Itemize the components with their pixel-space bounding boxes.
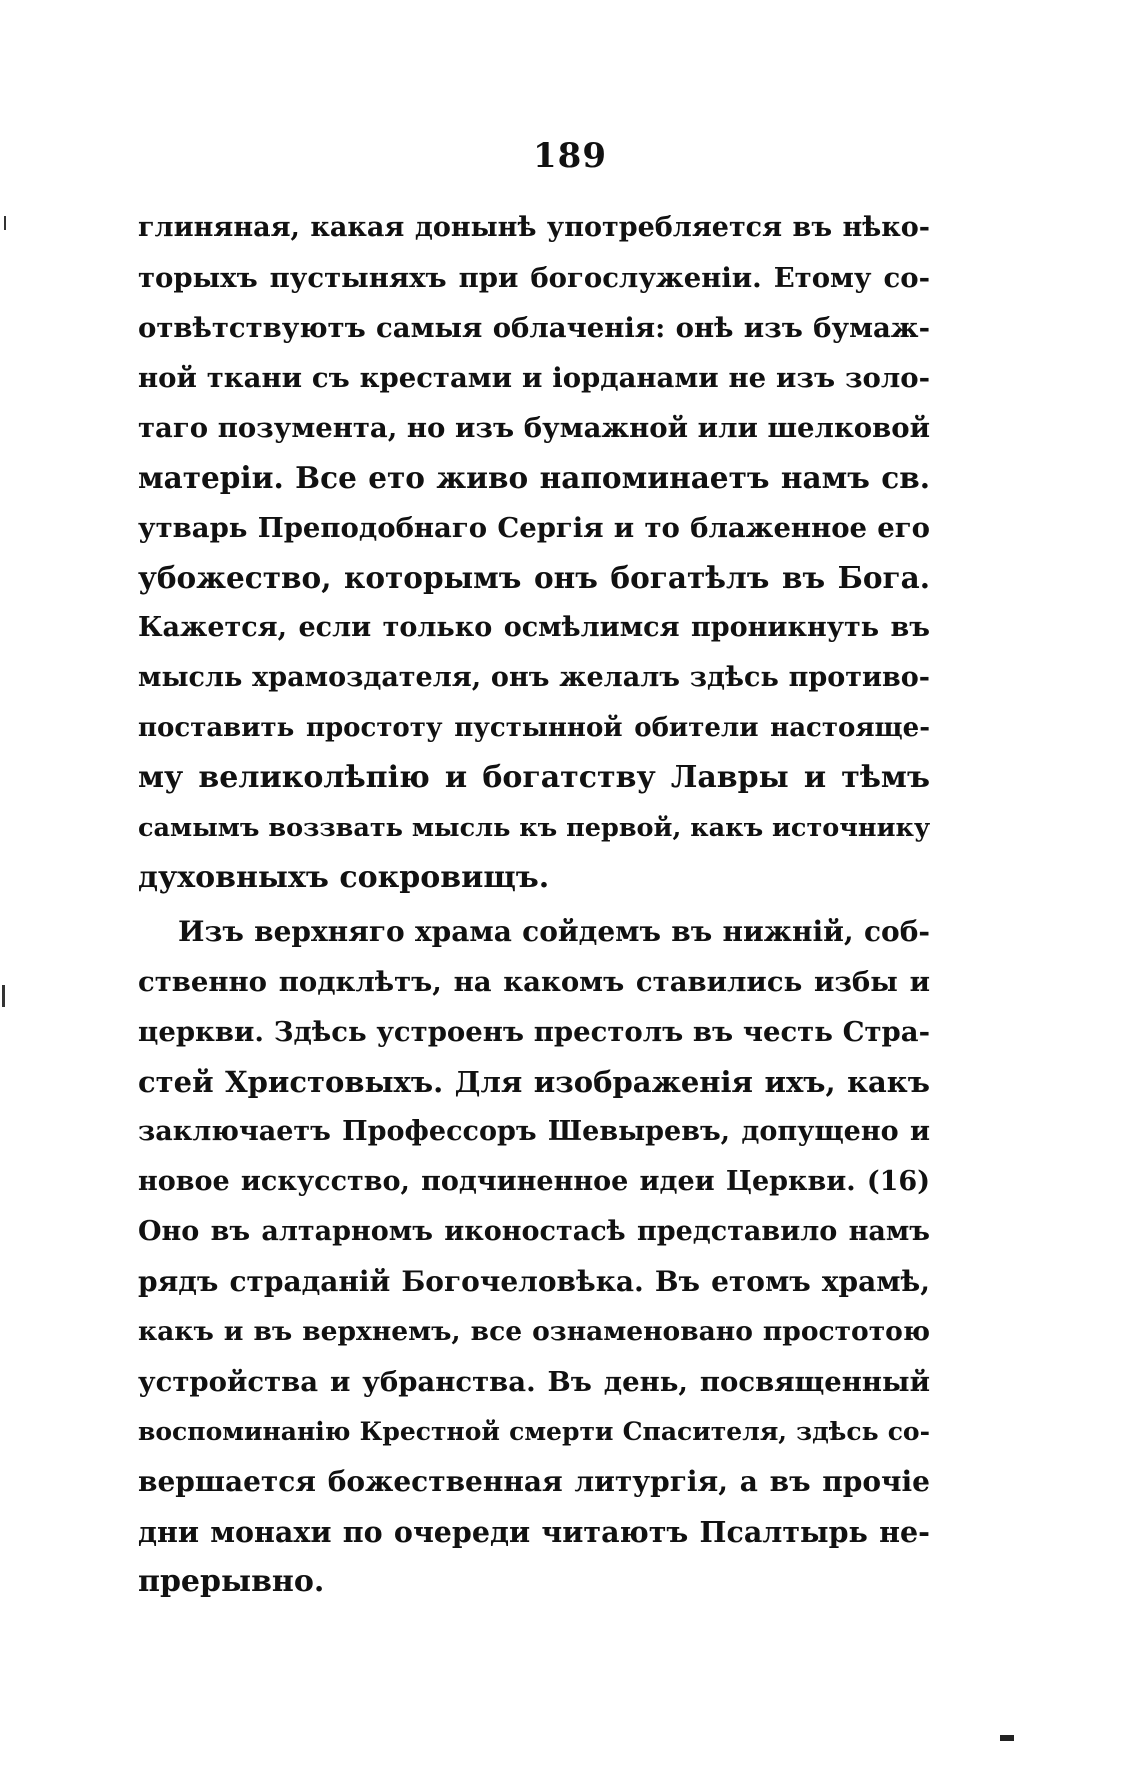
text-line: воспоминанію Крестной смерти Спасителя, здѣсь со- — [138, 1417, 930, 1446]
text-line: устройства и убранства. Въ день, посвященный — [138, 1366, 930, 1398]
text-line: убожество, которымъ онъ богатѣлъ въ Бога. — [138, 560, 930, 595]
body-text — [138, 203, 930, 1607]
text-line: таго позумента, но изъ бумажной или шелковой — [138, 412, 930, 444]
text-line: Кажется, если только осмѣлимся проникнуть въ — [138, 612, 930, 643]
text-line: церкви. Здѣсь устроенъ престолъ въ честь Стра- — [138, 1016, 930, 1048]
paragraph — [138, 203, 930, 903]
text-line: Изъ верхняго храма сойдемъ въ нижній, соб- — [178, 915, 930, 948]
text-line: дни монахи по очереди читаютъ Псалтырь не- — [138, 1515, 930, 1549]
text-line: отвѣтствуютъ самыя облаченія: онѣ изъ бумаж- — [138, 312, 930, 344]
text-line: прерывно. — [138, 1564, 325, 1599]
text-line: какъ и въ верхнемъ, все ознаменовано простотою — [138, 1316, 930, 1347]
text-line: ственно подклѣтъ, на какомъ ставились избы и — [138, 966, 930, 998]
text-line: Оно въ алтарномъ иконостасѣ представило намъ — [138, 1216, 930, 1247]
text-line: ной ткани съ крестами и іорданами не изъ золо- — [138, 362, 930, 394]
margin-mark — [2, 985, 5, 1007]
text-line: торыхъ пустыняхъ при богослуженіи. Етому со- — [138, 262, 930, 294]
text-line: стей Христовыхъ. Для изображенія ихъ, какъ — [138, 1065, 930, 1099]
text-line: самымъ воззвать мысль къ первой, какъ источнику — [138, 813, 931, 843]
text-line: поставить простоту пустынной обители настояще- — [138, 713, 930, 743]
text-line: утварь Преподобнаго Сергія и то блаженное его — [138, 512, 930, 544]
text-line: новое искусство, подчиненное идеи Церкви. (16) — [138, 1166, 930, 1197]
text-line: матеріи. Все ето живо напоминаетъ намъ св. — [138, 460, 930, 495]
margin-mark — [4, 216, 6, 230]
text-line: заключаетъ Профессоръ Шевыревъ, допущено и — [138, 1116, 930, 1147]
text-line: духовныхъ сокровищъ. — [138, 860, 550, 895]
corner-mark — [1000, 1735, 1014, 1741]
text-line: рядъ страданій Богочеловѣка. Въ етомъ храмѣ, — [138, 1265, 930, 1298]
text-line: вершается божественная литургія, а въ прочіе — [138, 1465, 930, 1498]
text-line: му великолѣпію и богатству Лавры и тѣмъ — [138, 760, 930, 795]
page-number: 189 — [533, 136, 607, 176]
paragraph — [138, 907, 930, 1607]
text-line: глиняная, какая донынѣ употребляется въ нѣко- — [138, 212, 930, 243]
text-line: мысль храмоздателя, онъ желалъ здѣсь противо- — [138, 662, 930, 693]
